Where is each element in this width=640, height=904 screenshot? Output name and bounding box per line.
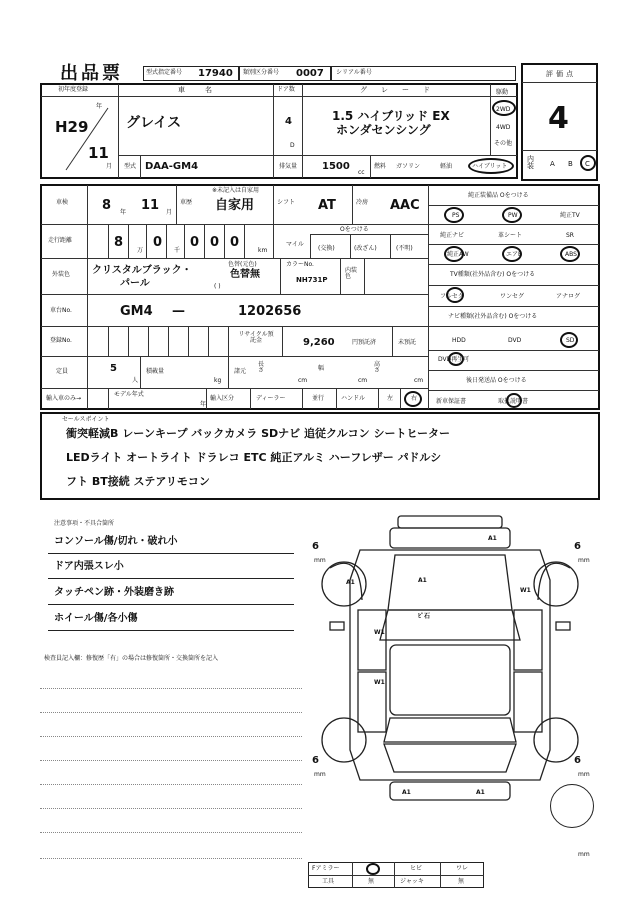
note-item-1: コンソール傷/切れ・破れ小	[54, 536, 178, 547]
model-year-unit: 年	[200, 401, 207, 408]
recycle-unit: 円預託済	[352, 339, 377, 346]
fullseg-label: フルセグ	[440, 293, 464, 300]
spare-mm: mm	[578, 851, 590, 858]
tools-value: 無	[368, 878, 375, 885]
fmirror-label: Fアミラー	[312, 865, 340, 872]
color-line1: クリスタルブラック・	[92, 265, 192, 276]
category-value: 0007	[296, 68, 324, 79]
sales-line2: LEDライト オートライト ドラレコ ETC 純正アルミ ハーフレザー パドルシ	[66, 451, 442, 464]
model-type-value: DAA-GM4	[145, 161, 199, 172]
man-unit: 万	[137, 247, 144, 254]
manual-circle	[506, 393, 522, 408]
sunroof-label: SR	[566, 232, 574, 239]
sales-line3: フト BT接続 ステアリモコン	[66, 475, 210, 488]
drive-2wd: 2WD	[496, 106, 511, 113]
manual-label: 取扱説明書	[498, 398, 529, 405]
pw-label: PW	[508, 212, 518, 219]
load-label: 積載量	[146, 368, 165, 375]
oem-title: 純正装備品 Oをつける	[468, 192, 529, 199]
swap-label: (交換)	[318, 245, 335, 252]
length-label: 長さ	[258, 361, 265, 374]
warranty-label: 新車保証書	[436, 398, 467, 405]
fullseg-circle	[446, 287, 464, 303]
sales-points-label: セールスポイント	[62, 416, 110, 423]
parallel-label: 並行	[312, 395, 325, 402]
tamper-label: (改ざん)	[354, 245, 377, 252]
mark-windshield: ﾋﾞ石	[418, 613, 431, 620]
mark-left-door1: W1	[374, 629, 385, 636]
fuel-hybrid: ハイブリット	[472, 163, 508, 170]
fuel-hybrid-circle	[468, 158, 514, 174]
tread-fr-mm: mm	[578, 557, 590, 564]
tread-rl: 6	[312, 755, 319, 766]
oem-navi-label: 純正ナビ	[440, 232, 465, 239]
notes-label: 注意事項・不具合箇所	[54, 520, 115, 527]
serial-label: シリアル番号	[336, 69, 372, 76]
doors-suffix: D	[290, 142, 295, 149]
leather-label: 革シート	[498, 232, 523, 239]
airbag-circle	[502, 246, 522, 262]
sd-circle	[560, 332, 578, 348]
doors-value: 4	[285, 116, 292, 127]
spare-tire-circle	[550, 784, 594, 828]
tread-fl: 6	[312, 541, 319, 552]
mileage-d2: 0	[153, 235, 163, 250]
right-circle	[404, 391, 422, 407]
month-unit: 月	[106, 163, 113, 170]
sen-unit: 千	[174, 247, 181, 254]
displacement-label: 排気量	[279, 163, 298, 170]
model-cert-value: 17940	[198, 68, 233, 79]
color-label: 外装色	[52, 271, 71, 278]
left-label: 左	[387, 395, 394, 402]
reg-no-label: 登録No.	[50, 337, 72, 344]
abs-circle	[560, 246, 580, 262]
navi-title: ナビ種類(社外品含む) Oをつける	[448, 313, 538, 320]
drive-other: その他	[494, 140, 513, 147]
aw-circle	[444, 246, 464, 262]
grade-label: グレード	[360, 86, 444, 94]
right-label: 右	[411, 395, 418, 402]
sd-label: SD	[566, 337, 575, 344]
ps-circle	[444, 207, 464, 223]
km-unit: km	[258, 247, 268, 254]
kg-unit: kg	[214, 377, 222, 384]
tread-rr-mm: mm	[578, 771, 590, 778]
model-type-label: 型式	[124, 163, 137, 170]
tools-label: 工具	[322, 878, 335, 885]
dealer-label: ディーラー	[256, 395, 286, 402]
inspector-label: 検査員記入欄：修復歴「有」の場合は修復箇所・交換箇所を記入	[44, 655, 219, 662]
post-title: 後日発送品 Oをつける	[466, 377, 527, 384]
interior-c: C	[585, 160, 590, 168]
fuel-light: 軽油	[440, 163, 453, 170]
interior-a: A	[550, 160, 555, 168]
model-year-label: モデル年式	[114, 391, 144, 398]
shaken-year: 8	[102, 198, 112, 213]
airbag-label: エアB	[506, 251, 523, 258]
recycle-value: 9,260	[303, 337, 335, 348]
tv-title: TV種類(社外品含む) Oをつける	[450, 271, 536, 278]
ac-value: AAC	[390, 198, 420, 213]
jack-label: ジャッキ	[400, 878, 424, 885]
sales-line1: 衝突軽減B レーンキープ バックカメラ SDナビ 追従クルコン シートヒーター	[66, 427, 451, 440]
drive-label: 駆動	[496, 89, 509, 96]
width-label: 幅	[318, 365, 325, 372]
first-reg-label: 初年度登録	[58, 86, 89, 93]
first-reg-month: 11	[88, 144, 109, 162]
repaint-label: 色替(元色)	[228, 261, 257, 268]
dims-label: 諸元	[234, 368, 247, 375]
capacity-label: 定員	[56, 368, 69, 375]
import-class-label: 輸入区分	[210, 395, 235, 402]
crack-label: ヒビ	[410, 865, 423, 872]
interior-label: 内装	[527, 155, 534, 170]
grade-line2: ホンダセンシング	[336, 123, 431, 137]
tread-fl-mm: mm	[314, 557, 326, 564]
mileage-d4: 0	[210, 235, 220, 250]
car-name-label: 車名	[178, 86, 232, 94]
recycle-label: リサイクル預託金	[238, 331, 274, 344]
mark-left-front: A1	[346, 579, 355, 586]
tread-fr: 6	[574, 541, 581, 552]
interior-c-circle	[580, 155, 596, 171]
dvd-play-label: DVD再生可	[438, 356, 470, 363]
jack-value: 無	[458, 878, 465, 885]
interior-color-label: 内装色	[345, 267, 358, 280]
import-label: 輸入車のみ→	[46, 395, 82, 402]
grade-line1: 1.5 ハイブリッド EX	[332, 109, 450, 123]
note-item-3: タッチペン跡・外装磨き跡	[54, 587, 174, 598]
pw-circle	[502, 207, 522, 223]
height-label: 高さ	[374, 361, 381, 374]
model-cert-label: 型式指定番号	[146, 69, 183, 76]
color-no-value: NH731P	[296, 276, 328, 284]
capacity-unit: 人	[132, 377, 139, 384]
category-label: 類別区分番号	[243, 69, 280, 76]
shaken-label: 車検	[56, 199, 69, 206]
color-no-label: カラーNo.	[286, 261, 314, 268]
mileage-d3: 0	[190, 235, 200, 250]
ac-label: 冷房	[356, 199, 369, 206]
shift-label: シフト	[277, 199, 296, 206]
shaken-year-unit: 年	[120, 209, 127, 216]
shift-value: AT	[318, 198, 336, 213]
oneseg-label: ワンセグ	[500, 293, 525, 300]
mark-rear1: A1	[402, 789, 411, 796]
dvd-play-circle	[448, 352, 464, 366]
use-label: 車歴	[180, 199, 193, 206]
hdd-label: HDD	[452, 337, 466, 344]
ps-label: PS	[452, 212, 460, 219]
note-item-2: ドア内張スレ小	[54, 561, 124, 572]
unknown-label: (不明)	[396, 245, 413, 252]
mileage-d1: 8	[114, 235, 124, 250]
displacement-unit: cc	[358, 169, 365, 176]
length-cm: cm	[298, 377, 308, 384]
use-note: ※未記入は自家用	[212, 187, 260, 194]
fmirror-circle	[366, 863, 380, 875]
recycle-unpaid: 未預託	[398, 339, 417, 346]
break-label: ワレ	[456, 865, 469, 872]
fuel-label: 燃料	[374, 163, 387, 170]
note-item-4: ホイール傷/各小傷	[54, 613, 138, 624]
use-value: 自家用	[215, 198, 255, 213]
oem-tv-label: 純正TV	[560, 212, 580, 219]
mileage-label: 走行距離	[48, 237, 73, 244]
tread-rl-mm: mm	[314, 771, 326, 778]
capacity-value: 5	[110, 363, 117, 374]
chassis-label: 車台No.	[50, 307, 72, 314]
mile-label: マイル	[286, 241, 304, 248]
tread-rr: 6	[574, 755, 581, 766]
dvd-label: DVD	[508, 337, 522, 344]
drive-2wd-circle	[492, 100, 516, 116]
mark-front: A1	[488, 535, 497, 542]
displacement-value: 1500	[322, 161, 350, 172]
shaken-month: 11	[141, 198, 160, 213]
mark-left-door2: W1	[374, 679, 385, 686]
height-cm: cm	[414, 377, 424, 384]
circle-note: Oをつける	[340, 226, 369, 233]
repaint-paren: ( )	[214, 283, 221, 290]
mileage-d5: 0	[230, 235, 240, 250]
repaint-value: 色替無	[230, 269, 260, 280]
year-unit: 年	[96, 103, 103, 110]
mark-right-front: W1	[520, 587, 531, 594]
handle-label: ハンドル	[341, 395, 366, 402]
analog-label: アナログ	[556, 293, 581, 300]
aw-label: 純正AW	[447, 251, 469, 258]
fuel-gas: ガソリン	[396, 163, 421, 170]
car-diagram	[300, 510, 600, 810]
chassis-dash: —	[172, 304, 185, 319]
width-cm: cm	[358, 377, 368, 384]
mark-hood: A1	[418, 577, 427, 584]
doors-label: ドア数	[277, 86, 295, 93]
page-title: 出品票	[60, 63, 123, 84]
chassis-prefix: GM4	[120, 304, 153, 319]
interior-b: B	[568, 160, 573, 168]
drive-4wd: 4WD	[496, 124, 511, 131]
car-name: グレイス	[126, 115, 182, 131]
chassis-number: 1202656	[238, 304, 302, 319]
first-reg-year: H29	[55, 118, 89, 136]
score-value: 4	[548, 101, 569, 136]
shaken-month-unit: 月	[166, 209, 173, 216]
color-line2: パール	[120, 278, 150, 289]
score-label: 評価点	[546, 70, 576, 78]
mark-rear2: A1	[476, 789, 485, 796]
abs-label: ABS	[565, 251, 577, 258]
